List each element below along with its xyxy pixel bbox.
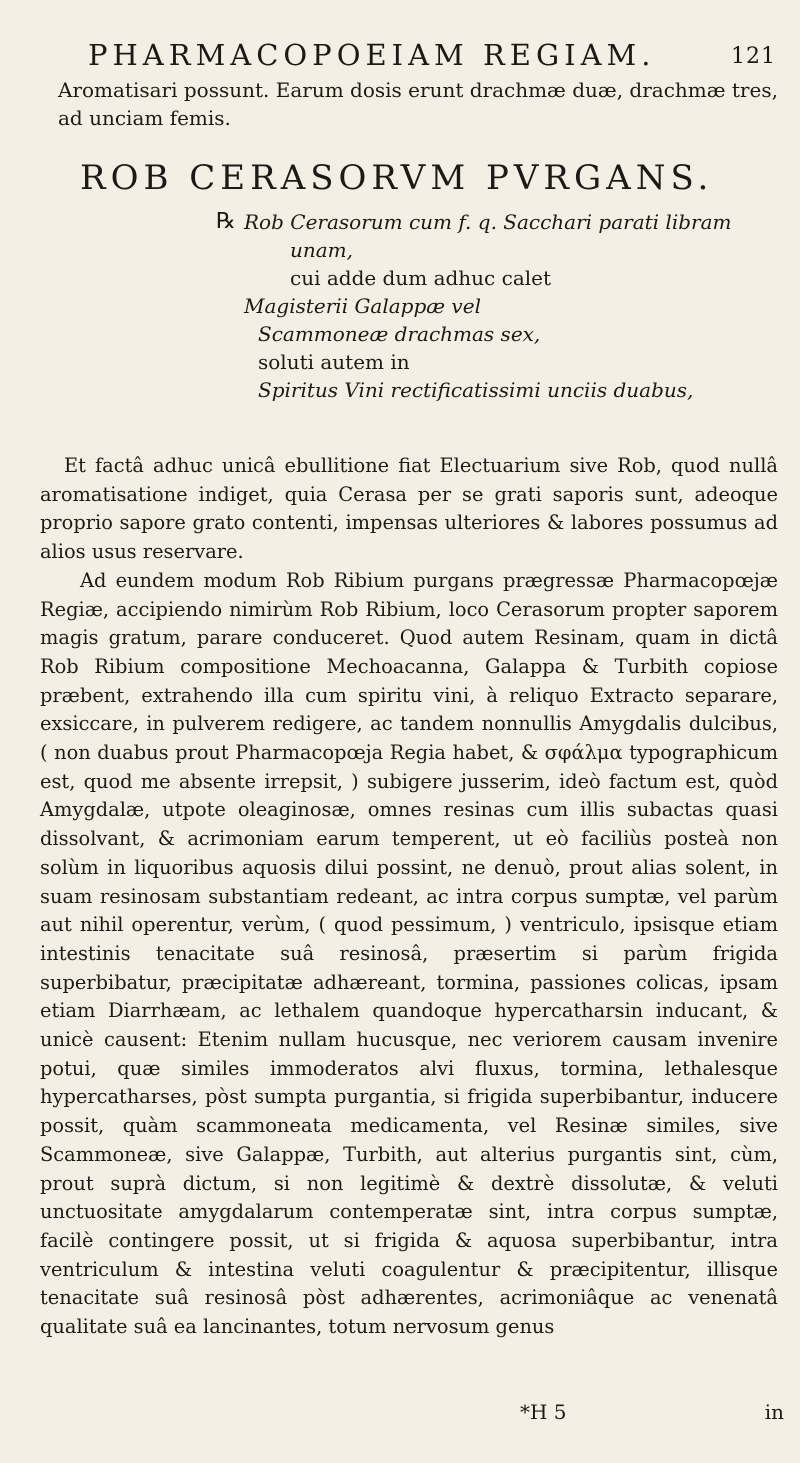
recipe-line: unam, — [290, 238, 354, 262]
recipe-symbol: ℞ — [216, 209, 236, 234]
recipe-line: cui adde dum adhuc calet — [290, 266, 552, 290]
section-title: ROB CERASORVM PVRGANS. — [80, 158, 714, 198]
recipe-line: Scammoneæ drachmas sex, — [258, 322, 541, 346]
recipe-block — [216, 208, 800, 404]
recipe-line: Spiritus Vini rectificatissimi unciis duabus, — [258, 378, 694, 402]
catchword: in — [764, 1400, 784, 1424]
intro-paragraph: Aromatisari possunt. Earum dosis erunt drachmæ duæ, drachmæ tres, ad unciam femis. — [58, 78, 778, 130]
signature-mark: *H 5 — [520, 1400, 567, 1424]
body-paragraph: Ad eundem modum Rob Ribium purgans prægressæ Pharmacopœjæ Regiæ, accipiendo nimirùm Rob Ribium, loco Cerasorum propter saporem magis gratum, parare conduceret. Quod autem Resinam, quam in dictâ Rob Ribium compositione Mechoacanna, Galappa & Turbith copiose præbent, extrahendo illa cum spiritu vini, à reliquo Extracto separare, exsiccare, in pulverem redigere, ac tandem nonnullis Amygdalis dulcibus, ( non duabus prout Pharmacopœja Regia habet, & σφάλμα typographicum est, quod me absente irrepsit, ) subigere jusserim, ideò factum est, quòd Amygdalæ, utpote oleaginosæ, omnes resinas cum illis subactas quasi dissolvant, & acrimoniam earum temperent, ut eò faciliùs posteà non solùm in liquoribus aquosis dilui possint, ne denuò, prout alias solent, in suam resinosam substantiam redeant, ac intra corpus sumptæ, vel parùm aut nihil operentur, verùm, ( quod pessimum, ) ventriculo, ipsisque etiam intestinis tenacitate suâ resinosâ, præsertim si parùm frigida superbibatur, præcipitatæ adhæreant, tormina, passiones colicas, ipsam etiam Diarrhæam, ac lethalem quandoque hypercatharsin inducant, & unicè causent: Etenim nullam hucusque, nec veriorem causam invenire potui, quæ similes immoderatos alvi fluxus, tormina, lethalesque hypercatharses, pòst sumpta purgantia, si frigida superbibantur, inducere possit, quàm scammoneata medicamenta, vel Resinæ similes, sive Scammoneæ, sive Galappæ, Turbith, aut alterius purgantis sint, cùm, prout suprà dictum, si non legitimè & dextrè dissolutæ, & veluti unctuositate amygdalarum contemperatæ sint, intra corpus sumptæ, facilè contingere possit, ut si frigida & aquosa superbibantur, intra ventriculum & intestina veluti coagulentur & præcipitentur, illisque tenacitate suâ resinosâ pòst adhærentes, acrimoniâque ac venenatâ qualitate suâ ea lancinantes, totum nervosum genus — [40, 568, 778, 1339]
recipe-line: Rob Cerasorum cum f. q. Sacchari parati libram — [244, 210, 732, 234]
recipe-line: soluti autem in — [258, 350, 410, 374]
body-text — [40, 452, 778, 1342]
body-paragraph: Et factâ adhuc unicâ ebullitione fiat Electuarium sive Rob, quod nullâ aromatisatione indiget, quia Cerasa per se grati saporis sunt, adeoque proprio sapore grato contenti, impensas ulteriores & labores possumus ad alios usus reservare. — [40, 454, 778, 564]
recipe-line: Magisterii Galappæ vel — [244, 294, 481, 318]
running-head — [88, 38, 788, 72]
running-title: PHARMACOPOEIAM REGIAM. — [88, 38, 656, 72]
page-number: 121 — [731, 44, 776, 69]
